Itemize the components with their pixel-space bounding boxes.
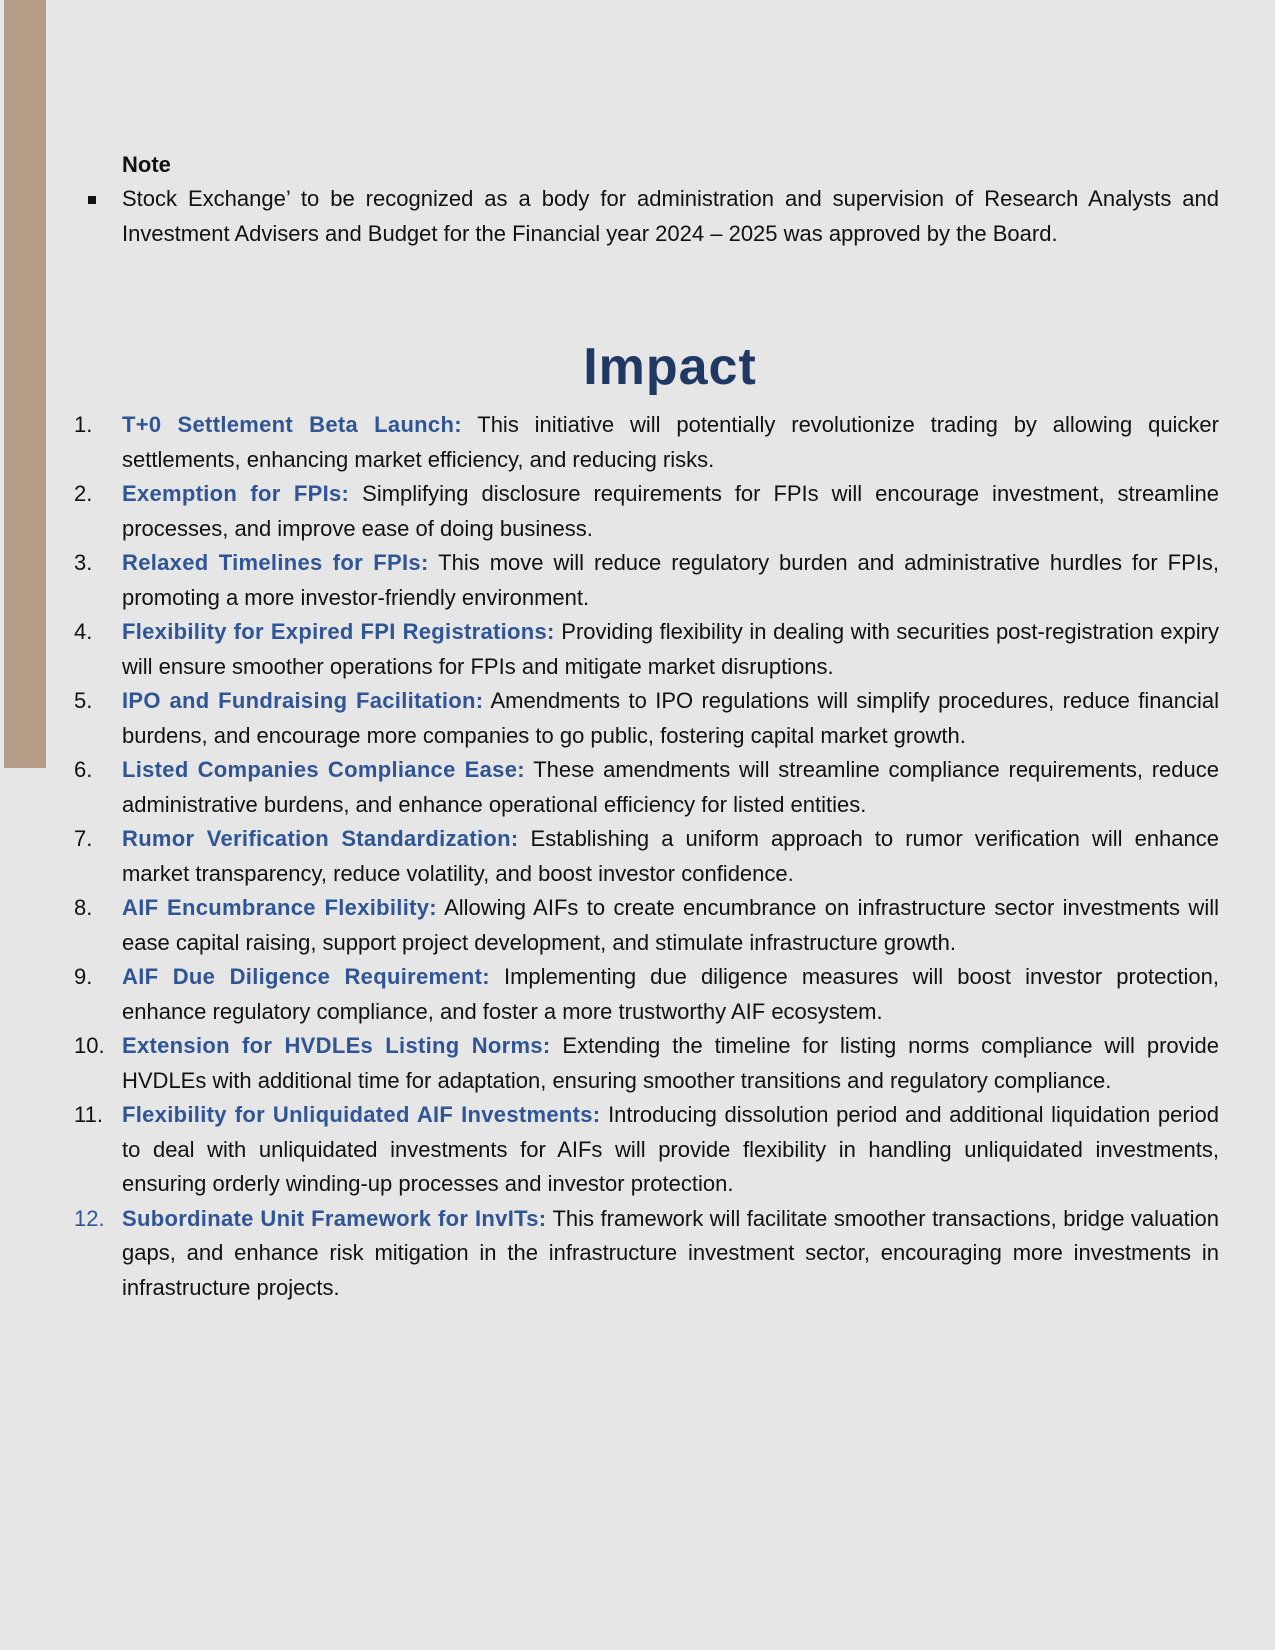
impact-list (74, 408, 1220, 1305)
item-number: 2. (74, 481, 93, 506)
item-number: 4. (74, 619, 93, 644)
item-text: Amendments to IPO regulations will simplify procedures, reduce financial burdens, and encourage more companies to go public, fostering capital market growth. (122, 688, 1219, 748)
item-number: 6. (74, 757, 93, 782)
item-number: 3. (74, 550, 93, 575)
item-label: Exemption for FPIs: (122, 481, 350, 506)
item-text: Implementing due diligence measures will boost investor protection, enhance regulatory compliance, and foster a more trustworthy AIF ecosystem. (122, 964, 1219, 1024)
item-label: Flexibility for Unliquidated AIF Investments: (122, 1102, 601, 1127)
item-text: This framework will facilitate smoother transactions, bridge valuation gaps, and enhance risk mitigation in the infrastructure investment sector, encouraging more investments in infrastructure projects. (122, 1205, 1219, 1300)
item-text: This initiative will potentially revolutionize trading by allowing quicker settlements, enhancing market efficiency, and reducing risks. (122, 412, 1219, 472)
item-number: 10. (74, 1033, 105, 1058)
note-item (122, 182, 1219, 251)
impact-item (74, 477, 1219, 546)
item-text: This move will reduce regulatory burden and administrative hurdles for FPIs, promoting a more investor-friendly environment. (122, 550, 1220, 610)
item-number: 1. (74, 412, 93, 437)
item-label: T+0 Settlement Beta Launch: (122, 412, 462, 437)
item-label: AIF Encumbrance Flexibility: (122, 895, 437, 920)
impact-item (74, 822, 1219, 891)
impact-item (74, 408, 1219, 477)
impact-item (74, 1029, 1219, 1098)
impact-item (74, 546, 1220, 615)
note-heading: Note (122, 152, 171, 177)
item-text: Simplifying disclosure requirements for FPIs will encourage investment, streamline processes, and improve ease of doing business. (122, 481, 1219, 541)
impact-item (74, 615, 1219, 684)
item-label: Relaxed Timelines for FPIs: (122, 550, 429, 575)
square-bullet-icon (88, 196, 96, 204)
item-label: Rumor Verification Standardization: (122, 826, 519, 851)
item-text: Introducing dissolution period and additional liquidation period to deal with unliquidated investments for AIFs will provide flexibility in handling unliquidated investments, ensuring orderly winding-up processes and investor protection. (122, 1102, 1219, 1196)
note-text: Stock Exchange’ to be recognized as a body for administration and supervision of Research Analysts and Investment Advisers and Budget for the Financial year 2024 – 2025 was approved by the Board. (122, 186, 1219, 246)
item-text: Providing flexibility in dealing with securities post-registration expiry will ensure smoother operations for FPIs and mitigate market disruptions. (122, 619, 1219, 679)
item-label: Listed Companies Compliance Ease: (122, 757, 525, 782)
note-section (122, 148, 1219, 251)
item-text: Establishing a uniform approach to rumor verification will enhance market transparency, reduce volatility, and boost investor confidence. (122, 826, 1219, 886)
item-number: 7. (74, 826, 93, 851)
impact-item (74, 753, 1219, 822)
impact-title: Impact (583, 338, 757, 396)
item-number: 5. (74, 688, 93, 713)
item-number: 11. (74, 1102, 103, 1127)
impact-item (74, 891, 1219, 960)
impact-item (74, 960, 1219, 1029)
item-number: 8. (74, 895, 93, 920)
impact-item (74, 684, 1219, 753)
item-number: 9. (74, 964, 93, 989)
item-label: IPO and Fundraising Facilitation: (122, 688, 484, 713)
item-text: These amendments will streamline compliance requirements, reduce administrative burdens, and enhance operational efficiency for listed entities. (122, 757, 1219, 817)
impact-item (74, 1202, 1219, 1306)
item-label: AIF Due Diligence Requirement: (122, 964, 490, 989)
item-text: Allowing AIFs to create encumbrance on infrastructure sector investments will ease capital raising, support project development, and stimulate infrastructure growth. (122, 895, 1219, 955)
item-label: Extension for HVDLEs Listing Norms: (122, 1033, 551, 1058)
impact-item (74, 1098, 1219, 1202)
item-label: Subordinate Unit Framework for InvITs: (122, 1205, 547, 1231)
item-label: Flexibility for Expired FPI Registrations: (122, 619, 555, 644)
item-text: Extending the timeline for listing norms compliance will provide HVDLEs with additional time for adaptation, ensuring smoother transitions and regulatory compliance. (122, 1033, 1219, 1093)
item-number: 12. (74, 1205, 105, 1231)
